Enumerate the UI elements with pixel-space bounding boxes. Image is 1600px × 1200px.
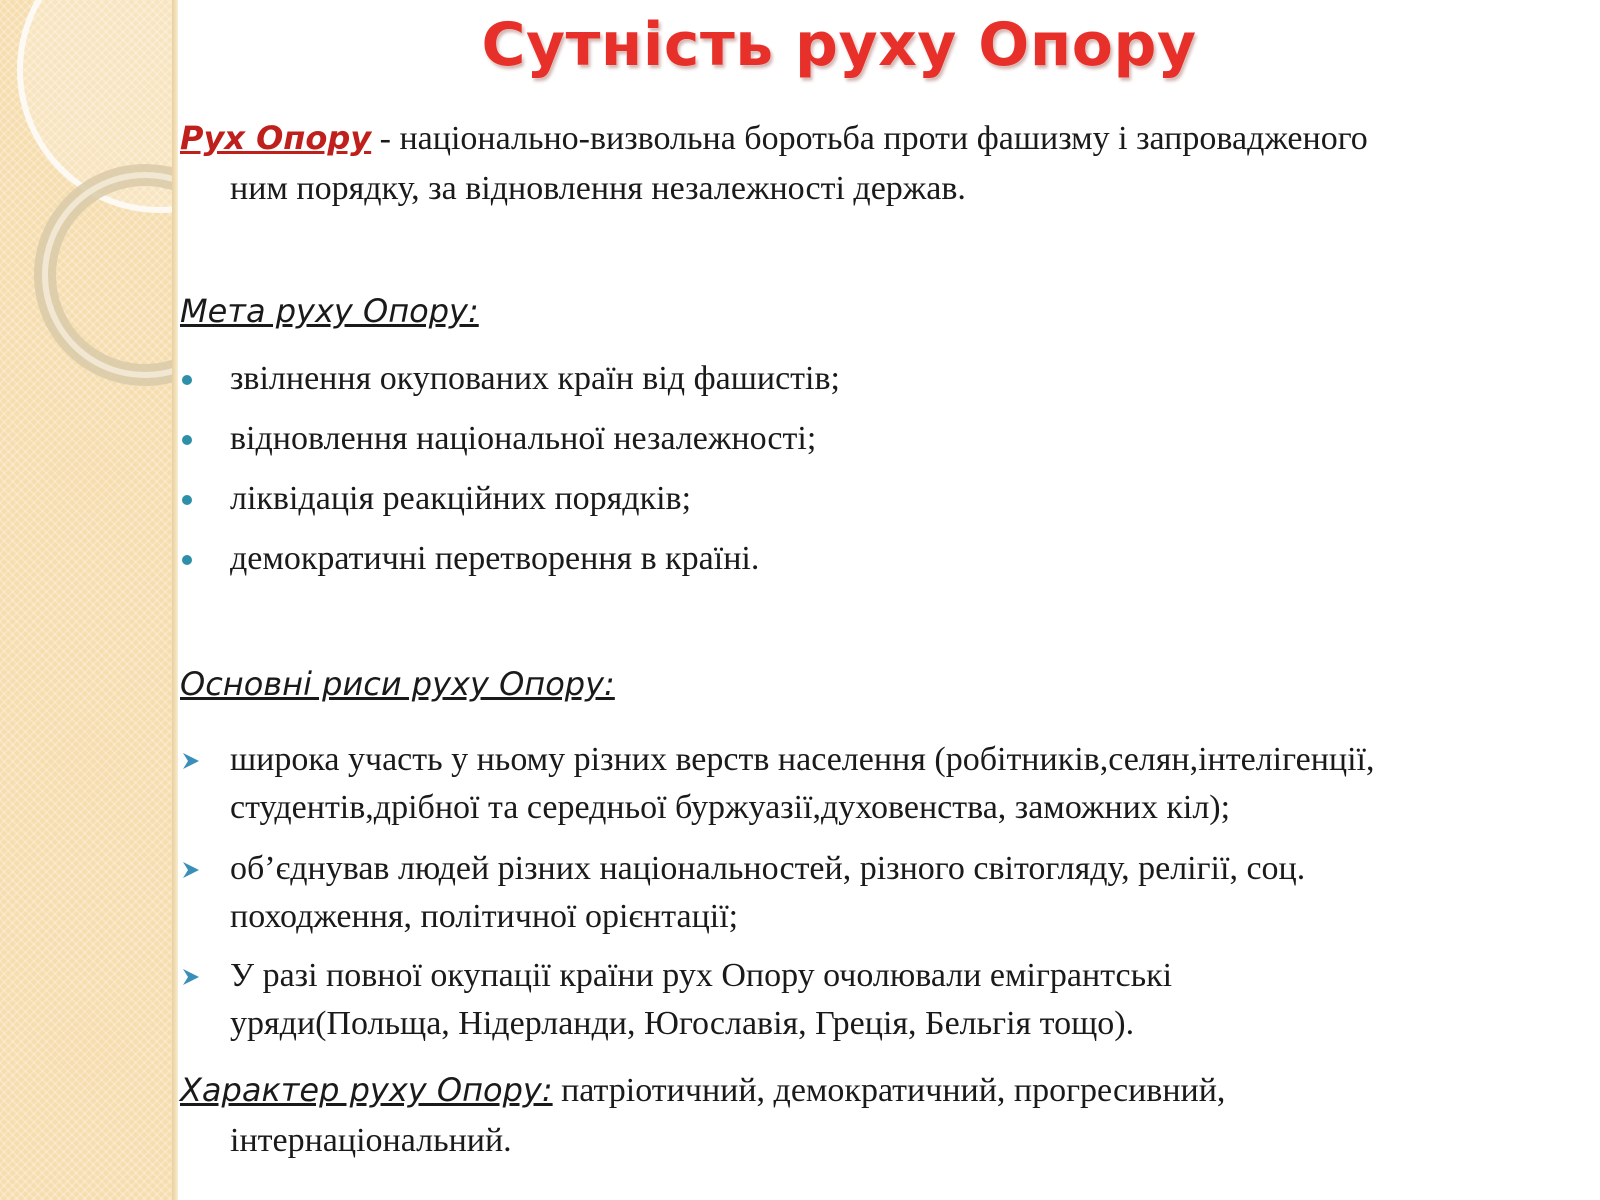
goal-item: демократичні перетворення в країні. [180,535,1575,583]
feature-item: об’єднував людей різних національностей, різного світогляду, релігії, соц. походження, політичної орієнтації; [180,845,1575,941]
character-text: патріотичний, демократичний, прогресивний, [552,1072,1226,1109]
slide-title: Сутність руху Опору [481,10,1197,80]
character-label: Характер руху Опору: [180,1071,553,1109]
definition-paragraph [180,113,1575,214]
goal-item: звілнення окупованих країн від фашистів; [180,355,1575,403]
decorative-sidebar [0,0,178,1200]
goals-heading: Мета руху Опору: [180,292,479,330]
character-paragraph [180,1065,1575,1166]
definition-text: - національно-визвольна боротьба проти фашизму і запровадженого [371,120,1368,157]
features-heading: Основні риси руху Опору: [180,665,615,703]
sidebar-edge [172,0,178,1200]
feature-item: широка участь у ньому різних верств населення (робітників,селян,інтелігенції, студентів,дрібної та середньої буржуазії,духовенства, заможних кіл); [180,736,1575,832]
goal-item: відновлення національної незалежності; [180,415,1575,463]
decorative-rings-icon [0,0,178,420]
goal-item: ліквідація реакційних порядків; [180,475,1575,523]
character-text-continued: інтернаціональний. [230,1122,512,1159]
definition-term: Рух Опору [180,119,372,157]
feature-item: У разі повної окупації країни рух Опору очолювали емігрантські уряди(Польща, Нідерланди, Югославія, Греція, Бельгія тощо). [180,952,1575,1048]
definition-text-continued: ним порядку, за відновлення незалежності держав. [230,170,966,207]
